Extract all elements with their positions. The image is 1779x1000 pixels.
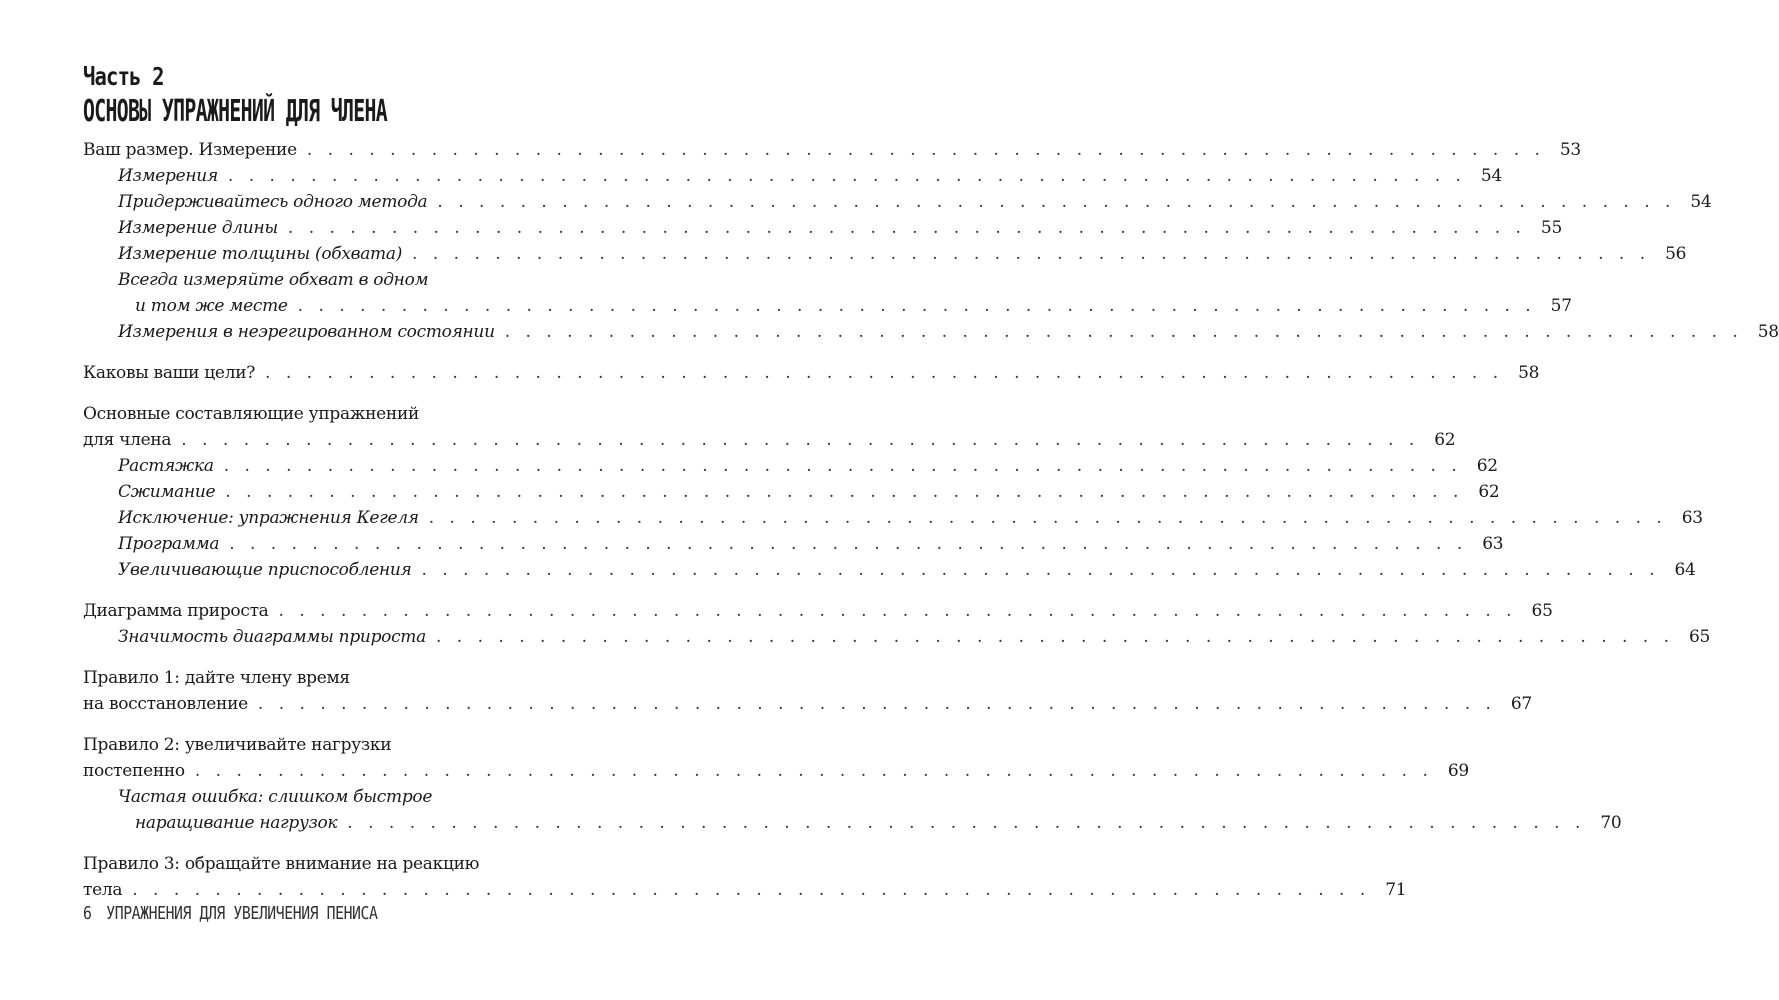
toc-page-number: 58 <box>1518 363 1540 383</box>
toc-entry-title: Измерение толщины (обхвата) <box>118 244 403 264</box>
dot-leader: . . . . . . . . . . . . . . . . . . . . . . . . . . . . . . . . . . . . . . . . . . . . . . . . . . . . . . . . . . . . <box>504 322 1743 342</box>
toc-entry-title: Измерения в неэрегированном состоянии <box>118 322 495 342</box>
dot-leader: . . . . . . . . . . . . . . . . . . . . . . . . . . . . . . . . . . . . . . . . . . . . . . . . . . . . . . . . . . . . <box>132 880 1371 900</box>
dot-leader: . . . . . . . . . . . . . . . . . . . . . . . . . . . . . . . . . . . . . . . . . . . . . . . . . . . . . . . . . . . . <box>287 218 1526 238</box>
dot-leader: . . . . . . . . . . . . . . . . . . . . . . . . . . . . . . . . . . . . . . . . . . . . . . . . . . . . . . . . . . . . <box>229 534 1468 554</box>
toc-subentry <box>83 784 561 810</box>
toc-entry <box>83 665 561 691</box>
toc-entry-title: Диаграмма прироста <box>83 601 269 621</box>
toc-page-number: 67 <box>1510 694 1532 714</box>
toc-entry <box>83 732 561 758</box>
toc-subentry <box>83 624 1711 650</box>
dot-leader: . . . . . . . . . . . . . . . . . . . . . . . . . . . . . . . . . . . . . . . . . . . . . . . . . . . . . . . . . . . . <box>435 627 1675 647</box>
dot-leader: . . . . . . . . . . . . . . . . . . . . . . . . . . . . . . . . . . . . . . . . . . . . . . . . . . . . . . . . . . . . <box>181 430 1420 450</box>
dot-leader: . . . . . . . . . . . . . . . . . . . . . . . . . . . . . . . . . . . . . . . . . . . . . . . . . . . . . . . . . . . . <box>421 560 1660 580</box>
table-of-contents <box>83 137 1779 918</box>
toc-entry-title: Увеличивающие приспособления <box>118 560 412 580</box>
toc-entry-title: Каковы ваши цели? <box>83 363 256 383</box>
toc-subentry <box>83 293 1572 319</box>
toc-page-number: 71 <box>1385 880 1407 900</box>
toc-page-number: 62 <box>1476 456 1498 476</box>
toc-entry <box>83 758 1469 784</box>
toc-page-number: 55 <box>1540 218 1562 238</box>
toc-group <box>83 401 1703 583</box>
toc-entry-title: Правило 1: дайте члену время <box>83 668 350 688</box>
toc-entry-title: тела <box>83 880 123 900</box>
toc-entry-title: постепенно <box>83 761 185 781</box>
toc-entry <box>83 877 1407 903</box>
toc-group <box>83 732 1622 836</box>
toc-group <box>83 665 1532 717</box>
toc-group <box>83 598 1711 650</box>
dot-leader: . . . . . . . . . . . . . . . . . . . . . . . . . . . . . . . . . . . . . . . . . . . . . . . . . . . . . . . . . . . . <box>306 140 1545 160</box>
toc-page-number: 63 <box>1482 534 1504 554</box>
toc-page-number: 69 <box>1447 761 1469 781</box>
toc-entry-title: Измерение длины <box>118 218 278 238</box>
toc-entry-title: Правило 2: увеличивайте нагрузки <box>83 735 392 755</box>
toc-page-number: 62 <box>1434 430 1456 450</box>
toc-page-number: 62 <box>1478 482 1500 502</box>
toc-subentry <box>83 267 561 293</box>
toc-page-number: 56 <box>1665 244 1687 264</box>
toc-entry <box>83 691 1532 717</box>
toc-entry-title: Измерения <box>118 166 218 186</box>
toc-subentry <box>83 215 1562 241</box>
toc-page-number: 53 <box>1559 140 1581 160</box>
dot-leader: . . . . . . . . . . . . . . . . . . . . . . . . . . . . . . . . . . . . . . . . . . . . . . . . . . . . . . . . . . . . <box>194 761 1433 781</box>
toc-entry-title: Всегда измеряйте обхват в одном <box>118 270 429 290</box>
toc-entry <box>83 137 1581 163</box>
dot-leader: . . . . . . . . . . . . . . . . . . . . . . . . . . . . . . . . . . . . . . . . . . . . . . . . . . . . . . . . . . . . <box>347 813 1586 833</box>
toc-entry <box>83 851 561 877</box>
toc-entry-title: Придерживайтесь одного метода <box>118 192 428 212</box>
dot-leader: . . . . . . . . . . . . . . . . . . . . . . . . . . . . . . . . . . . . . . . . . . . . . . . . . . . . . . . . . . . . <box>257 694 1496 714</box>
toc-subentry <box>83 557 1696 583</box>
toc-entry-title: Сжимание <box>118 482 216 502</box>
toc-entry <box>83 401 561 427</box>
toc-group <box>83 360 1540 386</box>
toc-subentry <box>83 531 1504 557</box>
toc-entry <box>83 427 1456 453</box>
toc-page-number: 57 <box>1550 296 1572 316</box>
dot-leader: . . . . . . . . . . . . . . . . . . . . . . . . . . . . . . . . . . . . . . . . . . . . . . . . . . . . . . . . . . . . <box>428 508 1667 528</box>
dot-leader: . . . . . . . . . . . . . . . . . . . . . . . . . . . . . . . . . . . . . . . . . . . . . . . . . . . . . . . . . . . . <box>265 363 1504 383</box>
dot-leader: . . . . . . . . . . . . . . . . . . . . . . . . . . . . . . . . . . . . . . . . . . . . . . . . . . . . . . . . . . . . <box>225 482 1464 502</box>
toc-subentry <box>83 505 1703 531</box>
toc-entry-title: Исключение: упражнения Кегеля <box>118 508 419 528</box>
dot-leader: . . . . . . . . . . . . . . . . . . . . . . . . . . . . . . . . . . . . . . . . . . . . . . . . . . . . . . . . . . . . <box>223 456 1462 476</box>
running-title: УПРАЖНЕНИЯ ДЛЯ УВЕЛИЧЕНИЯ ПЕНИСА <box>106 903 378 924</box>
toc-entry <box>83 598 1553 624</box>
toc-page-number: 65 <box>1688 627 1711 647</box>
toc-entry-title: Частая ошибка: слишком быстрое <box>118 787 433 807</box>
toc-page-number: 70 <box>1600 813 1622 833</box>
page-footer <box>83 903 377 924</box>
toc-page-number: 64 <box>1674 560 1696 580</box>
toc-entry-title: Растяжка <box>118 456 214 476</box>
toc-page-number: 58 <box>1757 322 1779 342</box>
toc-entry <box>83 360 1540 386</box>
toc-group <box>83 137 1779 345</box>
toc-entry-title: Правило 3: обращайте внимание на реакцию <box>83 854 480 874</box>
toc-entry-title: на восстановление <box>83 694 248 714</box>
toc-entry-title: Ваш размер. Измерение <box>83 140 297 160</box>
dot-leader: . . . . . . . . . . . . . . . . . . . . . . . . . . . . . . . . . . . . . . . . . . . . . . . . . . . . . . . . . . . . <box>437 192 1676 212</box>
toc-subentry <box>83 810 1622 836</box>
dot-leader: . . . . . . . . . . . . . . . . . . . . . . . . . . . . . . . . . . . . . . . . . . . . . . . . . . . . . . . . . . . . <box>412 244 1651 264</box>
toc-entry-title: Значимость диаграммы прироста <box>118 627 426 647</box>
toc-entry-title: наращивание нагрузок <box>135 813 338 833</box>
toc-entry-title: для члена <box>83 430 172 450</box>
toc-subentry <box>83 163 1502 189</box>
toc-entry-title: и том же месте <box>135 296 288 316</box>
toc-subentry <box>83 453 1498 479</box>
toc-entry-title: Программа <box>118 534 220 554</box>
page-number: 6 <box>83 903 92 924</box>
toc-group <box>83 851 1407 903</box>
toc-subentry <box>83 479 1500 505</box>
dot-leader: . . . . . . . . . . . . . . . . . . . . . . . . . . . . . . . . . . . . . . . . . . . . . . . . . . . . . . . . . . . . <box>227 166 1466 186</box>
toc-entry-title: Основные составляющие упражнений <box>83 404 420 424</box>
toc-page-number: 65 <box>1531 601 1553 621</box>
toc-subentry <box>83 189 1712 215</box>
toc-page-number: 54 <box>1690 192 1712 212</box>
toc-subentry <box>83 241 1687 267</box>
toc-page-number: 54 <box>1480 166 1502 186</box>
dot-leader: . . . . . . . . . . . . . . . . . . . . . . . . . . . . . . . . . . . . . . . . . . . . . . . . . . . . . . . . . . . . <box>297 296 1536 316</box>
part-label: Часть 2 <box>83 62 164 91</box>
toc-page-number: 63 <box>1681 508 1703 528</box>
part-title: ОСНОВЫ УПРАЖНЕНИЙ ДЛЯ ЧЛЕНА <box>83 94 388 129</box>
dot-leader: . . . . . . . . . . . . . . . . . . . . . . . . . . . . . . . . . . . . . . . . . . . . . . . . . . . . . . . . . . . . <box>278 601 1517 621</box>
toc-subentry <box>83 319 1779 345</box>
